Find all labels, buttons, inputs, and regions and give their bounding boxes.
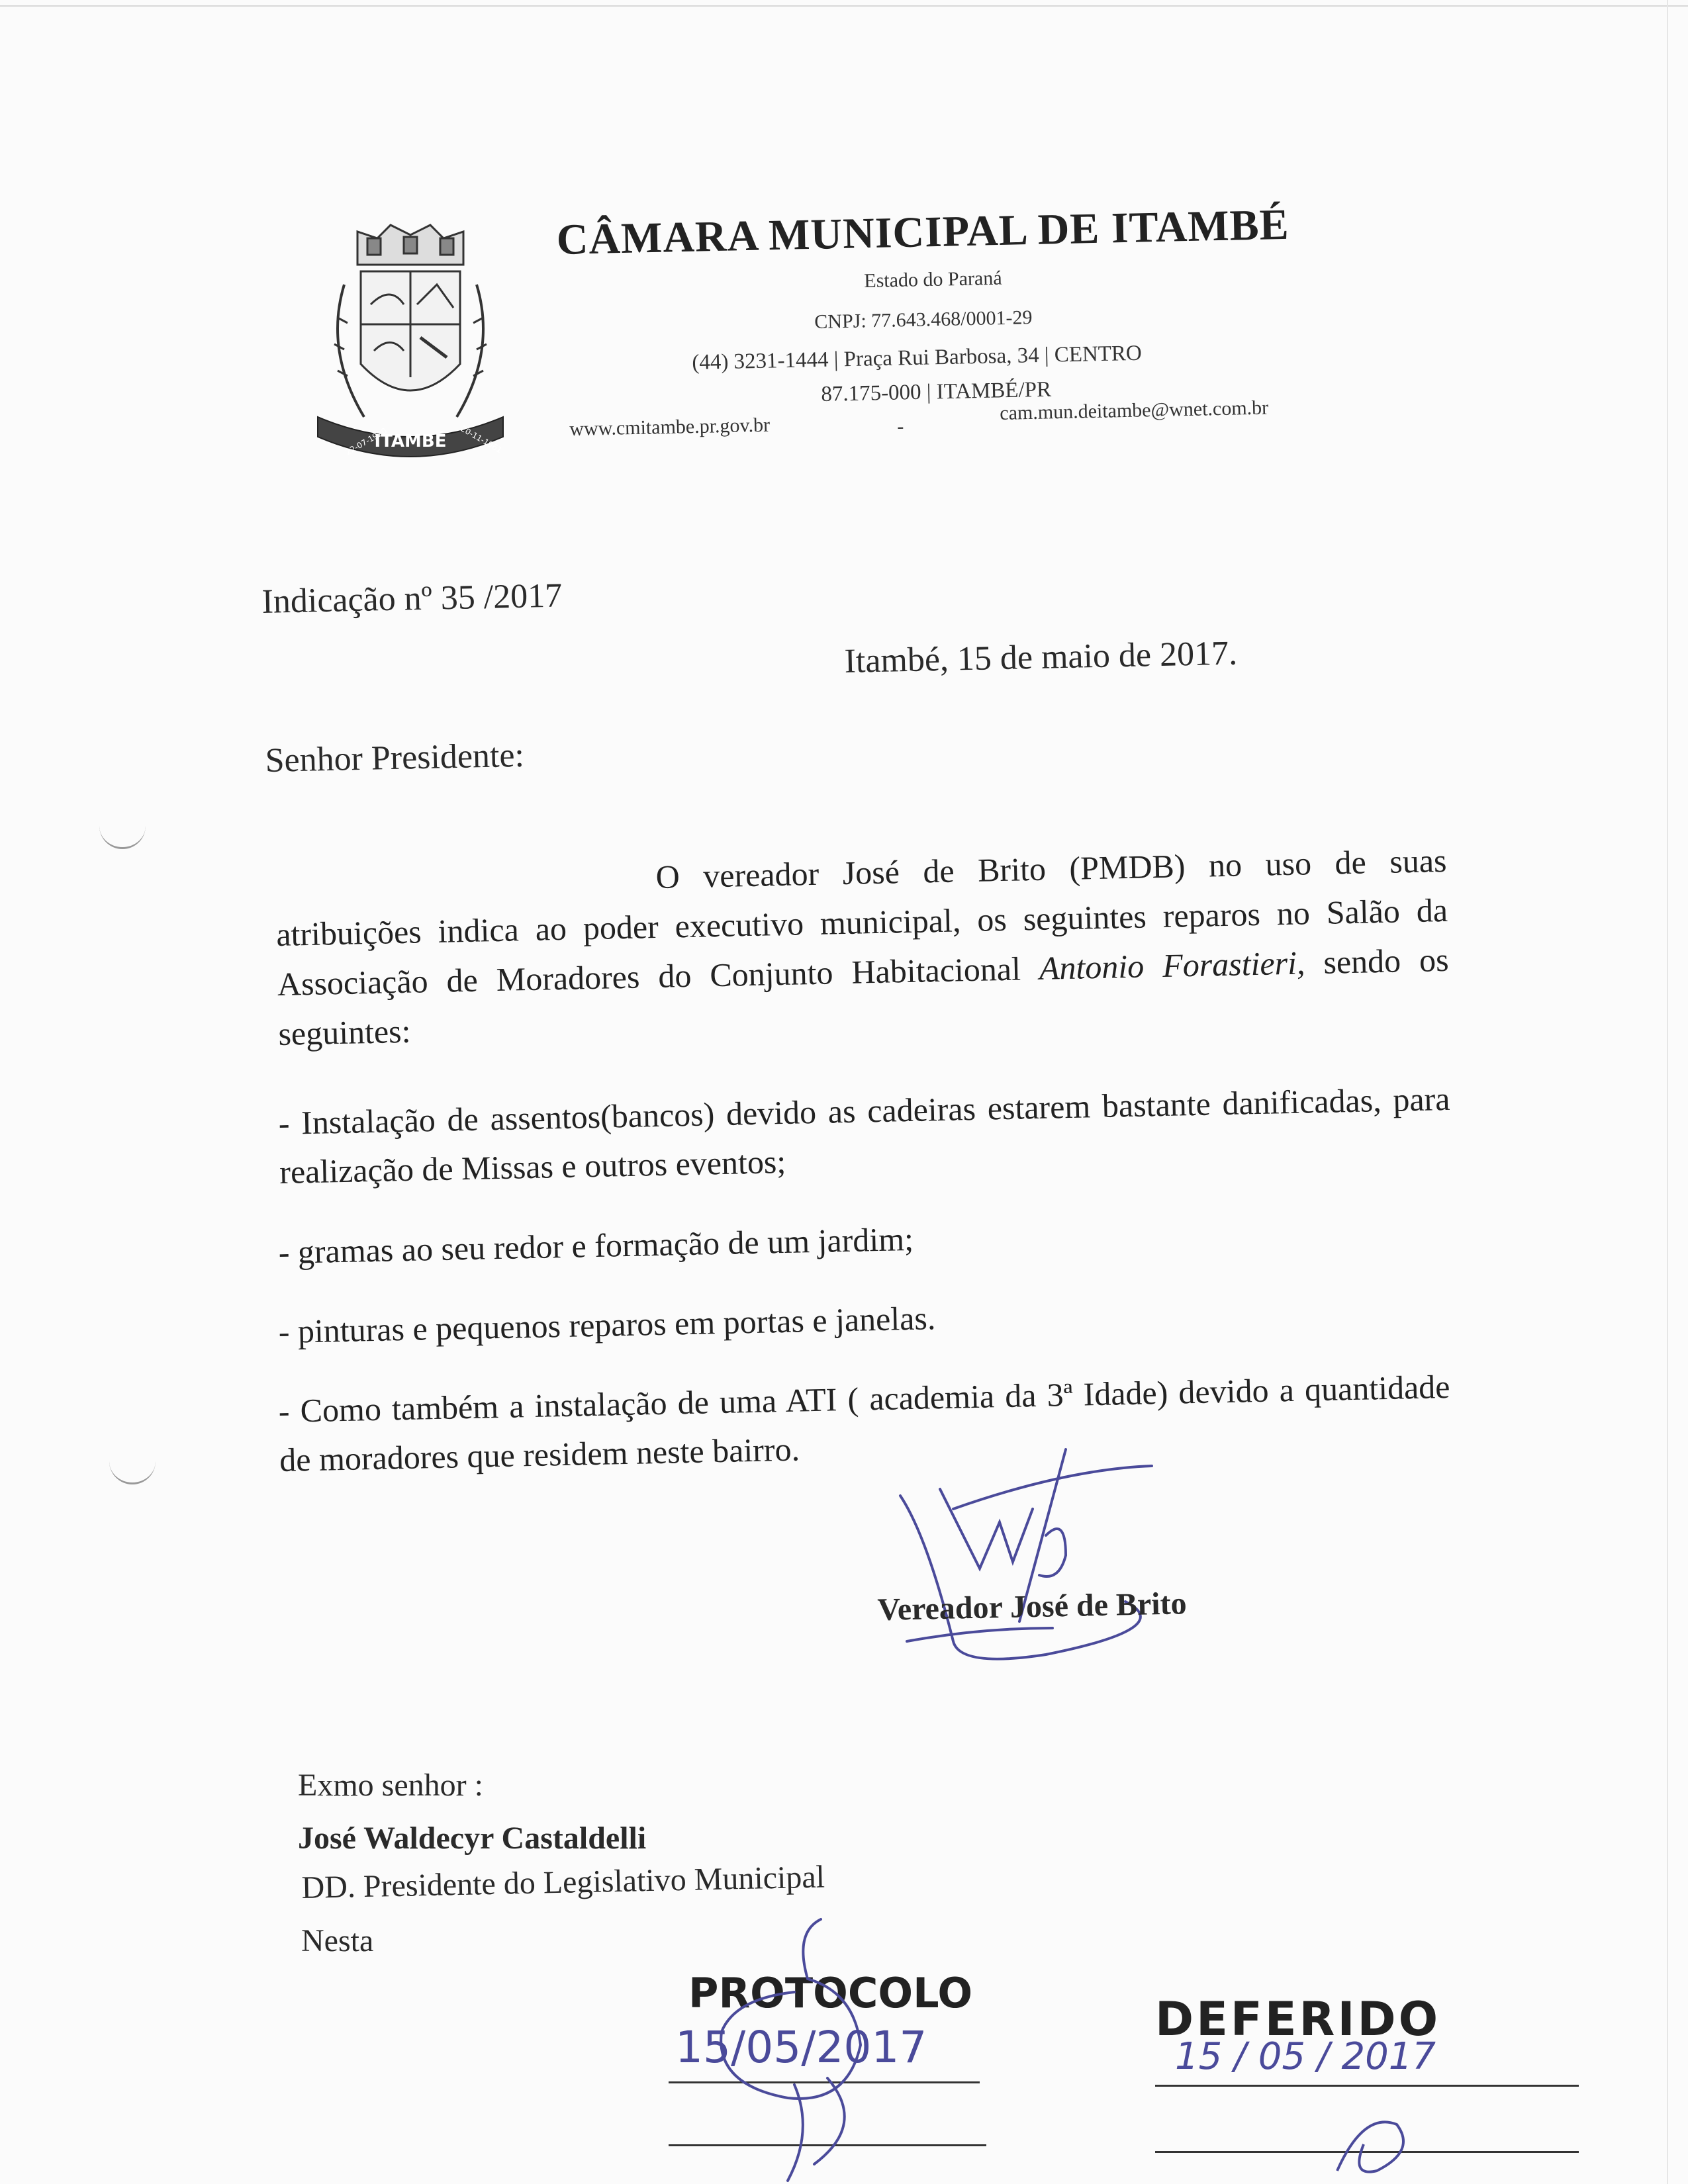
list-item: - Como também a instalação de uma ATI ( academia da 3ª Idade) devido a quantidade de moradores que residem neste bairro. <box>278 1367 1450 1479</box>
list-item: - Instalação de assentos(bancos) devido as cadeiras estarem bastante danificadas, para realização de Missas e outros eventos; <box>278 1079 1450 1191</box>
institution-title: CÂMARA MUNICIPAL DE ITAMBÉ <box>556 200 1290 264</box>
place-date: Itambé, 15 de maio de 2017. <box>844 634 1238 680</box>
paragraph-start: O vereador José de Brito (PMDB) no uso de suas atribuições indica ao poder executivo municipal, os seguintes reparos no Salão da Associação de Moradores do Conjunto Habitacional <box>275 841 1448 1003</box>
approval-date-rule <box>1155 2085 1579 2087</box>
punch-hole <box>99 821 146 849</box>
recipient-location: Nesta <box>301 1923 374 1958</box>
signer-name: Vereador José de Brito <box>877 1586 1188 1627</box>
protocol-stamp-label: PROTOCOLO <box>688 1969 973 2017</box>
salutation: Senhor Presidente: <box>265 736 525 780</box>
protocol-stamp-date: 15/05/2017 <box>675 2022 927 2073</box>
recipient-greeting: Exmo senhor : <box>298 1768 483 1803</box>
punch-hole <box>109 1456 156 1484</box>
scan-right-edge <box>1667 0 1668 2184</box>
cnpj-line: CNPJ: 77.643.468/0001-29 <box>814 306 1033 333</box>
main-paragraph <box>275 836 1450 1059</box>
scan-top-line <box>0 5 1688 7</box>
approval-stamp-date: 15 / 05 / 2017 <box>1175 2035 1436 2078</box>
crest-right-date: 20-11-1961 <box>459 424 504 455</box>
list-item: - pinturas e pequenos reparos em portas e janelas. <box>278 1299 936 1350</box>
crest-left-date: 22-07-1920 <box>344 426 389 457</box>
signature-scribble <box>847 1430 1192 1668</box>
website-link[interactable]: www.cmitambe.pr.gov.br <box>569 414 771 440</box>
crest-banner: ITAMBÉ <box>374 432 447 451</box>
approval-stamp-label: DEFERIDO <box>1155 1992 1441 2046</box>
municipal-crest-icon <box>311 218 510 470</box>
paragraph-italic: Antonio Forastieri, <box>1039 944 1306 987</box>
paragraph-end: sendo os seguintes: <box>277 940 1450 1052</box>
contact-separator: - <box>897 415 904 437</box>
approval-initials-scribble <box>1324 2098 1430 2184</box>
address-line: (44) 3231-1444 | Praça Rui Barbosa, 34 | CENTRO <box>692 341 1143 375</box>
state-line: Estado do Paraná <box>864 267 1002 292</box>
recipient-name: José Waldecyr Castaldelli <box>298 1821 647 1856</box>
recipient-role: DD. Presidente do Legislativo Municipal <box>301 1859 825 1905</box>
email-link[interactable]: cam.mun.deitambe@wnet.com.br <box>1000 396 1269 424</box>
list-item: - gramas ao seu redor e formação de um jardim; <box>278 1220 914 1271</box>
protocol-initials-scribble <box>695 1913 914 2184</box>
cep-line: 87.175-000 | ITAMBÉ/PR <box>821 377 1052 406</box>
document-number: Indicação nº 35 /2017 <box>261 576 563 621</box>
